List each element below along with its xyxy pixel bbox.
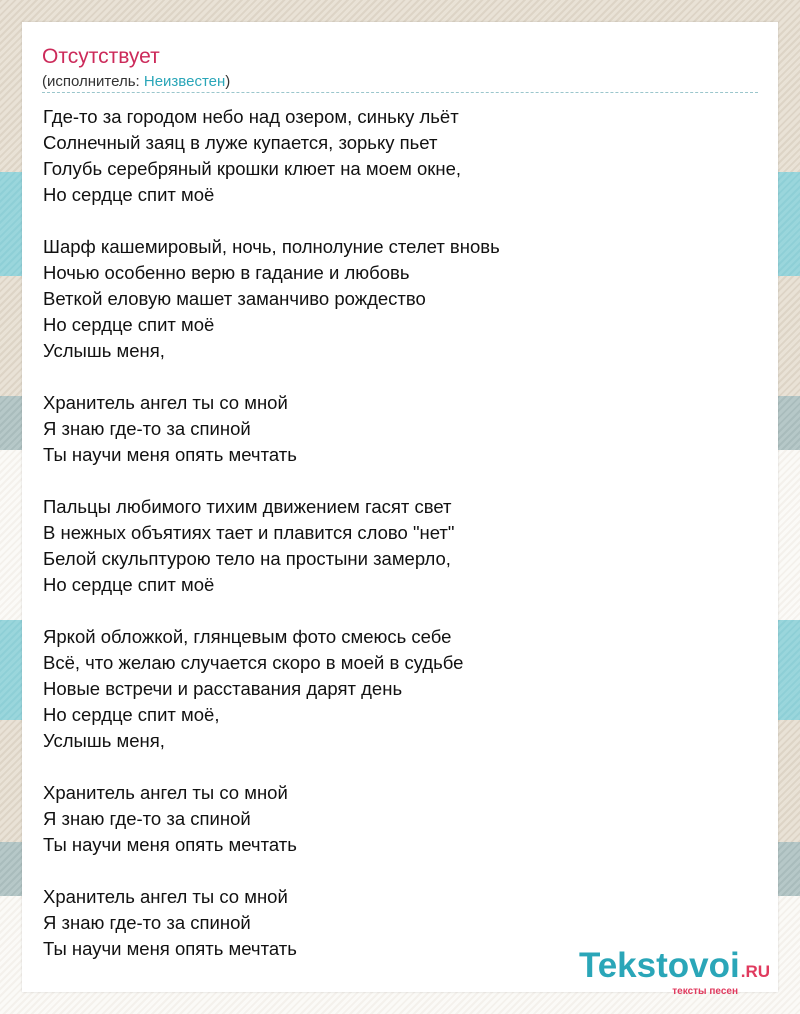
- lyric-line: Хранитель ангел ты со мной: [43, 886, 288, 907]
- lyric-line: В нежных объятиях тает и плавится слово "нет": [43, 522, 455, 543]
- stanza-gap: [43, 208, 763, 234]
- stanza-gap: [43, 858, 763, 884]
- lyric-line: Я знаю где-то за спиной: [43, 912, 251, 933]
- lyric-line: Ты научи меня опять мечтать: [43, 444, 297, 465]
- lyric-line: Ты научи меня опять мечтать: [43, 834, 297, 855]
- logo-wordmark: [579, 948, 770, 990]
- lyric-line: Услышь меня,: [43, 730, 165, 751]
- lyric-line: Я знаю где-то за спиной: [43, 418, 251, 439]
- lyric-line: Всё, что желаю случается скоро в моей в судьбе: [43, 652, 464, 673]
- lyric-line: Белой скульптурою тело на простыни замерло,: [43, 548, 451, 569]
- logo-tagline: тексты песен: [672, 986, 738, 997]
- stanza-gap: [43, 364, 763, 390]
- lyric-line: Пальцы любимого тихим движением гасят свет: [43, 496, 452, 517]
- song-title: Отсутствует: [42, 45, 160, 68]
- stanza-gap: [43, 598, 763, 624]
- site-logo[interactable]: [579, 948, 770, 997]
- title-divider: [42, 92, 758, 93]
- lyric-line: Но сердце спит моё,: [43, 704, 220, 725]
- artist-link[interactable]: Неизвестен: [143, 73, 226, 90]
- artist-suffix: ): [225, 73, 231, 90]
- lyric-line: Яркой обложкой, глянцевым фото смеюсь себе: [43, 626, 452, 647]
- lyric-line: Услышь меня,: [43, 340, 165, 361]
- lyric-line: Хранитель ангел ты со мной: [43, 782, 288, 803]
- lyric-line: Хранитель ангел ты со мной: [43, 392, 288, 413]
- stanza-gap: [43, 468, 763, 494]
- stanza-gap: [43, 754, 763, 780]
- lyric-line: Голубь серебряный крошки клюет на моем окне,: [43, 158, 462, 179]
- lyric-line: Я знаю где-то за спиной: [43, 808, 251, 829]
- lyric-line: Шарф кашемировый, ночь, полнолуние стелет вновь: [43, 236, 500, 257]
- lyrics-card: [22, 22, 778, 992]
- lyrics-text: [43, 104, 763, 962]
- logo-tld: .RU: [740, 962, 770, 981]
- lyric-line: Ночью особенно верю в гадание и любовь: [43, 262, 410, 283]
- lyric-line: Ты научи меня опять мечтать: [43, 938, 297, 959]
- lyric-line: Где-то за городом небо над озером, синьку льёт: [43, 106, 459, 127]
- lyric-line: Но сердце спит моё: [43, 184, 215, 205]
- artist-line: [42, 73, 230, 91]
- lyric-line: Но сердце спит моё: [43, 574, 215, 595]
- lyric-line: Новые встречи и расставания дарят день: [43, 678, 403, 699]
- lyric-line: Веткой еловую машет заманчиво рождество: [43, 288, 426, 309]
- logo-brand: Tekstovoi: [578, 946, 740, 985]
- artist-prefix: (исполнитель:: [42, 73, 144, 90]
- lyric-line: Солнечный заяц в луже купается, зорьку пьет: [43, 132, 438, 153]
- lyric-line: Но сердце спит моё: [43, 314, 215, 335]
